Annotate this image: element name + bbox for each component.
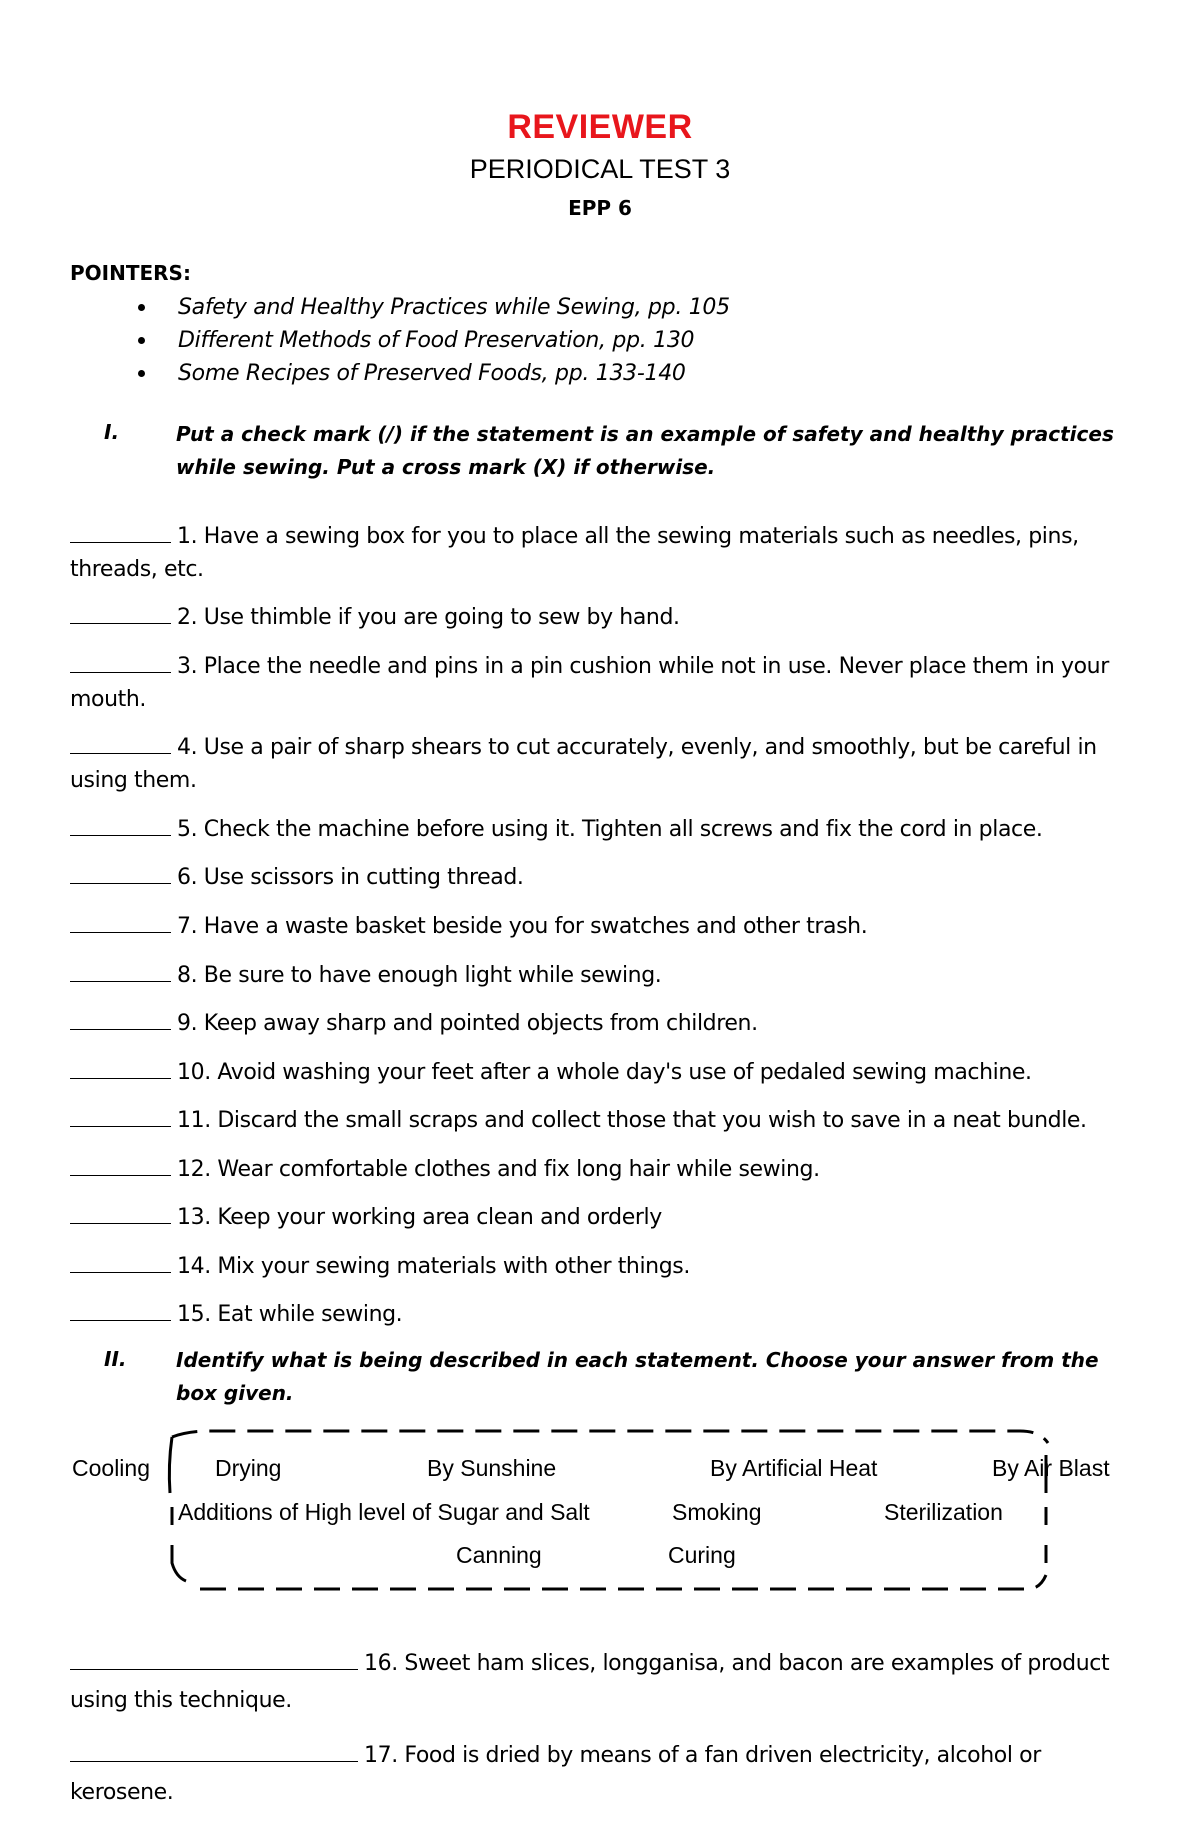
question-item <box>70 859 1140 894</box>
question-item <box>70 599 1140 634</box>
choice-canning: Canning <box>456 1542 542 1568</box>
question-text: 12. Wear comfortable clothes and fix long hair while sewing. <box>177 1157 820 1182</box>
question-item <box>70 1151 1140 1186</box>
question-item <box>70 1645 1140 1719</box>
question-item <box>70 1005 1140 1040</box>
answer-blank[interactable] <box>70 957 171 982</box>
section-2-numeral: II. <box>104 1347 127 1371</box>
question-text: 16. Sweet ham slices, longganisa, and bacon are examples of product using this technique. <box>70 1651 1110 1713</box>
question-text: 2. Use thimble if you are going to sew by hand. <box>177 605 680 630</box>
question-item <box>70 1296 1140 1331</box>
document-subtitle: PERIODICAL TEST 3 <box>469 154 731 184</box>
answer-blank[interactable] <box>70 1199 171 1224</box>
pointer-text: Some Recipes of Preserved Foods, pp. 133-140 <box>178 361 686 386</box>
answer-blank[interactable] <box>70 518 171 543</box>
question-text: 4. Use a pair of sharp shears to cut accurately, evenly, and smoothly, but be careful in using them. <box>70 735 1097 793</box>
answer-blank[interactable] <box>70 1296 171 1321</box>
choices-box <box>0 1425 1200 1595</box>
question-item <box>70 957 1140 992</box>
answer-blank[interactable] <box>70 1054 171 1079</box>
question-item <box>70 1199 1140 1234</box>
course-label: EPP 6 <box>568 196 632 220</box>
choice-cooling: Cooling <box>72 1455 150 1481</box>
choice-smoking: Smoking <box>672 1499 762 1525</box>
pointers-label: POINTERS: <box>70 261 191 285</box>
question-item <box>70 1054 1140 1089</box>
question-item <box>70 1248 1140 1283</box>
pointer-text: Different Methods of Food Preservation, pp. 130 <box>178 328 695 353</box>
choice-by-air-blast: By Air Blast <box>992 1455 1110 1481</box>
choice-by-artificial-heat: By Artificial Heat <box>710 1455 878 1481</box>
answer-blank[interactable] <box>70 1645 358 1670</box>
question-text: 11. Discard the small scraps and collect those that you wish to save in a neat bundle. <box>177 1108 1087 1133</box>
question-text: 13. Keep your working area clean and orderly <box>177 1205 662 1230</box>
bullet-icon <box>138 337 145 344</box>
question-text: 15. Eat while sewing. <box>177 1302 403 1327</box>
question-item <box>70 908 1140 943</box>
answer-blank[interactable] <box>70 729 171 754</box>
question-text: 17. Food is dried by means of a fan driven electricity, alcohol or kerosene. <box>70 1743 1041 1805</box>
question-text: 10. Avoid washing your feet after a whole day's use of pedaled sewing machine. <box>177 1060 1032 1085</box>
question-text: 6. Use scissors in cutting thread. <box>177 865 524 890</box>
section-2-instruction: Identify what is being described in each statement. Choose your answer from the box given. <box>176 1348 1099 1405</box>
question-text: 9. Keep away sharp and pointed objects from children. <box>177 1011 758 1036</box>
choice-by-sunshine: By Sunshine <box>427 1455 557 1481</box>
question-item <box>70 518 1140 586</box>
answer-blank[interactable] <box>70 908 171 933</box>
bullet-icon <box>138 370 145 377</box>
question-item <box>70 729 1140 797</box>
choice-sterilization: Sterilization <box>884 1499 1003 1525</box>
answer-blank[interactable] <box>70 1737 358 1762</box>
document-title: REVIEWER <box>507 108 693 146</box>
question-item <box>70 648 1140 716</box>
choice-sugar-salt: Additions of High level of Sugar and Salt <box>178 1499 590 1525</box>
question-text: 8. Be sure to have enough light while sewing. <box>177 963 662 988</box>
answer-blank[interactable] <box>70 1151 171 1176</box>
question-text: 7. Have a waste basket beside you for swatches and other trash. <box>177 914 868 939</box>
question-text: 5. Check the machine before using it. Tighten all screws and fix the cord in place. <box>177 817 1043 842</box>
question-text: 14. Mix your sewing materials with other things. <box>177 1254 690 1279</box>
pointer-text: Safety and Healthy Practices while Sewing, pp. 105 <box>178 295 730 320</box>
bullet-icon <box>138 304 145 311</box>
answer-blank[interactable] <box>70 648 171 673</box>
question-text: 3. Place the needle and pins in a pin cushion while not in use. Never place them in your mouth. <box>70 654 1109 712</box>
answer-blank[interactable] <box>70 859 171 884</box>
choice-drying: Drying <box>215 1455 282 1481</box>
question-item <box>70 811 1140 846</box>
question-item <box>70 1737 1140 1811</box>
answer-blank[interactable] <box>70 1102 171 1127</box>
choice-curing: Curing <box>668 1542 736 1568</box>
question-text: 1. Have a sewing box for you to place all the sewing materials such as needles, pins, threads, etc. <box>70 524 1079 582</box>
answer-blank[interactable] <box>70 1005 171 1030</box>
answer-blank[interactable] <box>70 811 171 836</box>
answer-blank[interactable] <box>70 599 171 624</box>
section-1-instruction: Put a check mark (/) if the statement is an example of safety and healthy practices while sewing. Put a cross mark (X) if otherwise. <box>176 422 1114 479</box>
question-item <box>70 1102 1140 1137</box>
answer-blank[interactable] <box>70 1248 171 1273</box>
section-1-numeral: I. <box>104 420 120 444</box>
